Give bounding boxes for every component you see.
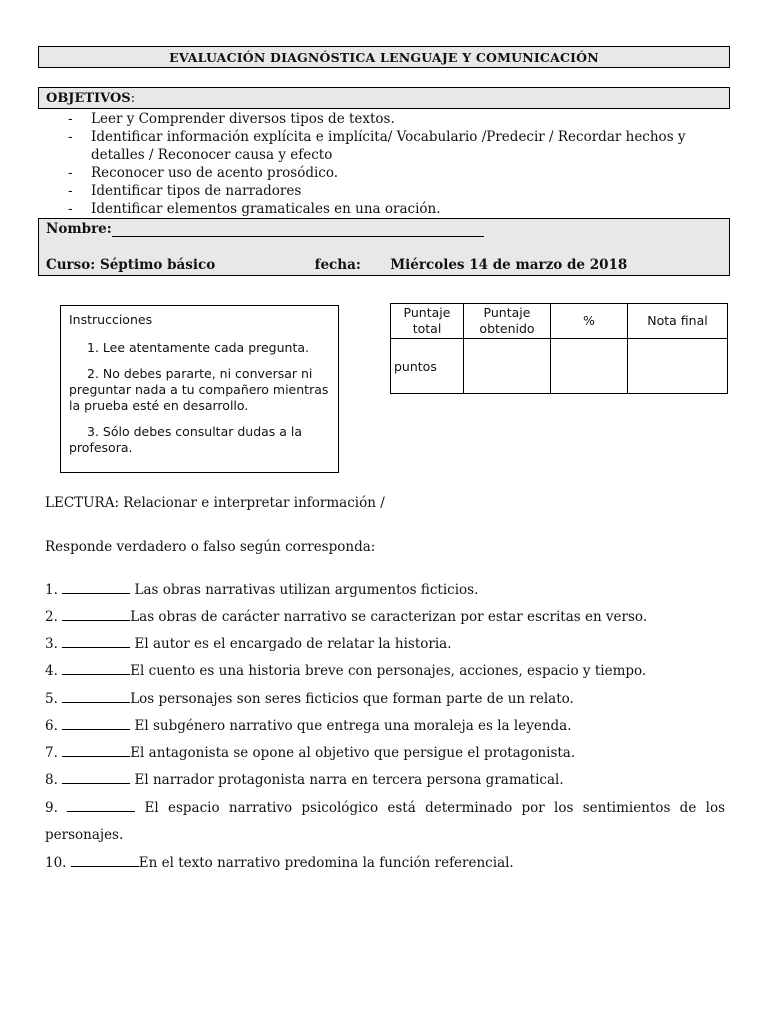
- objective-item: - Leer y Comprender diversos tipos de textos.: [66, 110, 730, 128]
- question-item: 3. El autor es el encargado de relatar la historia.: [45, 636, 452, 652]
- objective-item: - Identificar elementos gramaticales en una oración.: [66, 200, 730, 218]
- header-final-grade: Nota final: [628, 304, 728, 339]
- question-item: 9. El espacio narrativo psicológico está determinado por los sentimientos de los personajes.: [45, 800, 725, 843]
- instructions-box: [60, 305, 339, 473]
- question-item: 8. El narrador protagonista narra en tercera persona gramatical.: [45, 772, 564, 788]
- objective-item: - Identificar tipos de narradores: [66, 182, 730, 200]
- name-row: [46, 221, 484, 237]
- answer-blank[interactable]: [62, 635, 130, 648]
- objectives-header: OBJETIVOS:: [38, 87, 730, 109]
- instructions-heading: Instrucciones: [69, 312, 153, 327]
- date-label: fecha:: [314, 257, 361, 273]
- instruction-item: 2. No debes pararte, ni conversar ni preguntar nada a tu compañero mientras la prueba esté en desarrollo.: [69, 366, 329, 413]
- question-item: 2. Las obras de carácter narrativo se caracterizan por estar escritas en verso.: [45, 609, 648, 625]
- objective-item: - Reconocer uso de acento prosódico.: [66, 164, 730, 182]
- page-title: EVALUACIÓN DIAGNÓSTICA LENGUAJE Y COMUNICACIÓN: [38, 46, 730, 68]
- student-info-box: [38, 218, 730, 276]
- name-label: Nombre:: [46, 221, 112, 237]
- score-table-header-row: [391, 304, 728, 339]
- percent-cell[interactable]: [551, 339, 628, 394]
- question-item: 10. En el texto narrativo predomina la función referencial.: [45, 855, 514, 871]
- answer-blank[interactable]: [62, 581, 130, 594]
- course-label: Curso: Séptimo básico: [46, 257, 216, 273]
- objectives-label: OBJETIVOS: [46, 91, 131, 106]
- answer-blank[interactable]: [62, 608, 130, 621]
- name-field[interactable]: [112, 222, 484, 237]
- answer-blank[interactable]: [67, 799, 135, 812]
- question-item: 5. Los personajes son seres ficticios que forman parte de un relato.: [45, 691, 574, 707]
- header-obtained-score: Puntaje obtenido: [464, 304, 551, 339]
- question-item: 7. El antagonista se opone al objetivo que persigue el protagonista.: [45, 745, 576, 761]
- objectives-list: [66, 110, 730, 218]
- instruction-item: 1. Lee atentamente cada pregunta.: [87, 340, 309, 355]
- objective-item: - Identificar información explícita e implícita/ Vocabulario /Predecir / Recordar hechos y detalles / Reconocer causa y efecto: [66, 128, 730, 164]
- reading-title: LECTURA: Relacionar e interpretar información /: [45, 495, 385, 511]
- answer-blank[interactable]: [62, 744, 130, 757]
- obtained-score-cell[interactable]: [464, 339, 551, 394]
- answer-blank[interactable]: [62, 771, 130, 784]
- question-item: 6. El subgénero narrativo que entrega una moraleja es la leyenda.: [45, 718, 572, 734]
- header-total-score: Puntaje total: [391, 304, 464, 339]
- score-table: [390, 303, 728, 394]
- score-table-row: [391, 339, 728, 394]
- question-item: 1. Las obras narrativas utilizan argumentos ficticios.: [45, 582, 479, 598]
- total-points-cell: puntos: [391, 339, 464, 394]
- answer-blank[interactable]: [71, 854, 139, 867]
- reading-instruction: Responde verdadero o falso según corresponda:: [45, 539, 376, 555]
- course-row: [46, 257, 627, 273]
- answer-blank[interactable]: [62, 690, 130, 703]
- header-percent: %: [551, 304, 628, 339]
- date-value: Miércoles 14 de marzo de 2018: [390, 257, 628, 273]
- question-item: 4. El cuento es una historia breve con personajes, acciones, espacio y tiempo.: [45, 663, 647, 679]
- final-grade-cell[interactable]: [628, 339, 728, 394]
- answer-blank[interactable]: [62, 717, 130, 730]
- instruction-item: 3. Sólo debes consultar dudas a la profesora.: [69, 424, 303, 455]
- answer-blank[interactable]: [62, 662, 130, 675]
